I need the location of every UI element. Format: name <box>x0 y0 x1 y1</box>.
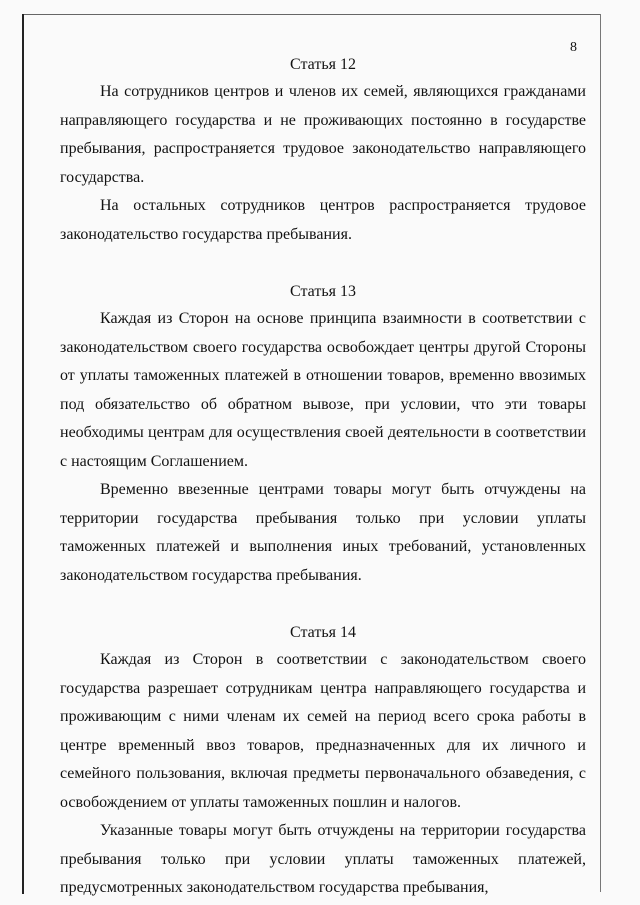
page-border-top <box>22 14 600 15</box>
article-13 <box>60 279 586 590</box>
article-paragraph: Указанные товары могут быть отчуждены на территории государства пребывания только при условии уплаты таможенных платежей, предусмотренных законодательством государства пребывания, <box>60 822 586 896</box>
article-paragraph: Каждая из Сторон в соответствии с законодательством своего государства разрешает сотрудникам центра направляющего государства и проживающим с ними членам их семей на период всего срока работы в центре временный ввоз товаров, предназначенных для их личного и семейного пользования, включая предметы первоначального обзаведения, с освобождением от уплаты таможенных пошлин и налогов. <box>60 651 586 811</box>
article-heading: Статья 12 <box>290 56 356 73</box>
article-paragraph: Временно ввезенные центрами товары могут быть отчуждены на территории государства пребывания только при условии уплаты таможенных платежей и выполнения иных требований, установленных законодательством государства пребывания. <box>60 481 586 584</box>
document-body <box>60 52 586 903</box>
article-paragraph: Каждая из Сторон на основе принципа взаимности в соответствии с законодательством своего государства освобождает центры другой Стороны от уплаты таможенных платежей в отношении товаров, временно ввозимых под обязательство об обратном вывозе, при условии, что эти товары необходимы центрам для осуществления своей деятельности в соответствии с настоящим Соглашением. <box>60 310 586 470</box>
article-14 <box>60 620 586 903</box>
article-12 <box>60 52 586 249</box>
article-heading: Статья 14 <box>290 624 356 641</box>
page-number: 8 <box>570 40 577 55</box>
article-paragraph: На сотрудников центров и членов их семей, являющихся гражданами направляющего государства и не проживающих постоянно в государстве пребывания, распространяется трудовое законодательство направляющего государства. <box>60 83 586 186</box>
page-border-right <box>600 14 601 892</box>
article-heading: Статья 13 <box>290 283 356 300</box>
page-border-left <box>22 14 24 894</box>
article-paragraph: На остальных сотрудников центров распространяется трудовое законодательство государства пребывания. <box>60 197 586 243</box>
